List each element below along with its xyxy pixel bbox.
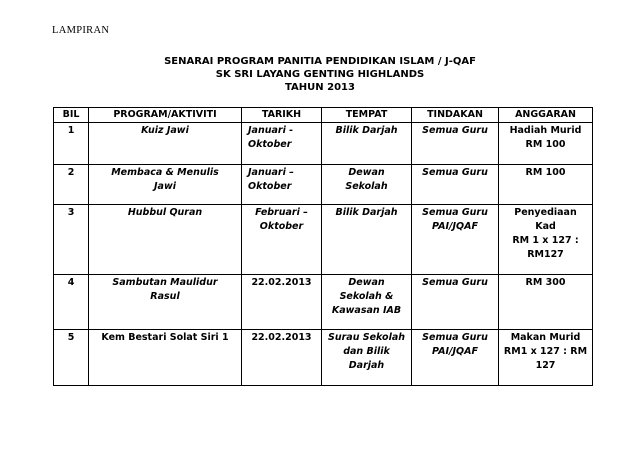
document-title xyxy=(0,55,640,94)
cell-tindakan xyxy=(412,165,499,205)
cell-line: Membaca & Menulis xyxy=(111,167,219,178)
cell-tempat xyxy=(322,205,412,275)
header-program: PROGRAM/AKTIVITI xyxy=(89,108,242,123)
cell-program xyxy=(89,330,242,386)
cell-line: PAI/JQAF xyxy=(432,346,478,357)
cell-line: Semua Guru xyxy=(422,332,488,343)
header-tindakan: TINDAKAN xyxy=(412,108,499,123)
cell-line: Hadiah Murid xyxy=(509,125,582,136)
cell-line: Semua Guru xyxy=(422,167,488,178)
cell-line: Februari – xyxy=(255,207,308,218)
cell-line: dan Bilik xyxy=(343,346,390,357)
cell-line: RM127 xyxy=(527,249,564,260)
cell-line: Hubbul Quran xyxy=(127,207,203,218)
cell-line: Oktober xyxy=(248,139,292,150)
cell-bil: 4 xyxy=(54,275,89,330)
cell-program xyxy=(89,123,242,165)
cell-line: Oktober xyxy=(248,181,292,192)
cell-tindakan xyxy=(412,330,499,386)
cell-line: Darjah xyxy=(348,360,385,371)
table-row xyxy=(54,330,593,386)
title-line-1: SENARAI PROGRAM PANITIA PENDIDIKAN ISLAM / J-QAF xyxy=(164,56,476,67)
cell-line: RM 300 xyxy=(525,277,566,288)
cell-line: Surau Sekolah xyxy=(328,332,405,343)
table-header-row xyxy=(54,108,593,123)
header-tarikh: TARIKH xyxy=(242,108,322,123)
cell-line: RM 100 xyxy=(525,139,566,150)
lampiran-label: LAMPIRAN xyxy=(52,25,110,36)
cell-bil: 2 xyxy=(54,165,89,205)
cell-program xyxy=(89,275,242,330)
cell-line: Januari – xyxy=(248,167,294,178)
cell-tarikh xyxy=(242,330,322,386)
cell-tempat xyxy=(322,275,412,330)
cell-tarikh xyxy=(242,123,322,165)
cell-line: Makan Murid xyxy=(510,332,581,343)
cell-tempat xyxy=(322,165,412,205)
cell-anggaran xyxy=(499,205,593,275)
cell-line: Kem Bestari Solat Siri 1 xyxy=(101,332,229,343)
table-row xyxy=(54,275,593,330)
cell-tindakan xyxy=(412,123,499,165)
cell-anggaran xyxy=(499,165,593,205)
program-table xyxy=(53,107,593,386)
cell-line: 127 xyxy=(535,360,556,371)
cell-line: Sekolah & xyxy=(339,291,394,302)
cell-line: RM 100 xyxy=(525,167,566,178)
cell-line: Bilik Darjah xyxy=(335,207,398,218)
cell-line: Kawasan IAB xyxy=(331,305,402,316)
cell-line: Sambutan Maulidur xyxy=(112,277,218,288)
cell-tindakan xyxy=(412,205,499,275)
title-line-2: SK SRI LAYANG GENTING HIGHLANDS xyxy=(215,69,425,80)
cell-line: Kad xyxy=(535,221,556,232)
cell-line: RM 1 x 127 : xyxy=(512,235,579,246)
cell-anggaran xyxy=(499,123,593,165)
table-row xyxy=(54,165,593,205)
cell-line: Kuiz Jawi xyxy=(141,125,189,136)
cell-line: Bilik Darjah xyxy=(335,125,398,136)
cell-line: PAI/JQAF xyxy=(432,221,478,232)
table-row xyxy=(54,123,593,165)
table-row xyxy=(54,205,593,275)
cell-bil: 5 xyxy=(54,330,89,386)
cell-line: Dewan xyxy=(348,167,385,178)
cell-line: 22.02.2013 xyxy=(251,277,312,288)
cell-tempat xyxy=(322,330,412,386)
cell-line: Sekolah xyxy=(345,181,388,192)
cell-line: Semua Guru xyxy=(422,207,488,218)
cell-tarikh xyxy=(242,165,322,205)
cell-line: 22.02.2013 xyxy=(251,332,312,343)
header-bil: BIL xyxy=(54,108,89,123)
cell-anggaran xyxy=(499,275,593,330)
cell-line: Semua Guru xyxy=(422,125,488,136)
title-line-3: TAHUN 2013 xyxy=(285,82,355,93)
cell-tarikh xyxy=(242,275,322,330)
cell-bil: 1 xyxy=(54,123,89,165)
cell-line: Jawi xyxy=(154,181,176,192)
cell-line: Rasul xyxy=(150,291,180,302)
cell-line: Januari - xyxy=(248,125,294,136)
cell-tindakan xyxy=(412,275,499,330)
header-anggaran: ANGGARAN xyxy=(499,108,593,123)
cell-line: Dewan xyxy=(348,277,385,288)
cell-bil: 3 xyxy=(54,205,89,275)
cell-anggaran xyxy=(499,330,593,386)
cell-program xyxy=(89,205,242,275)
cell-program xyxy=(89,165,242,205)
cell-line: Oktober xyxy=(259,221,304,232)
header-tempat: TEMPAT xyxy=(322,108,412,123)
cell-line: RM1 x 127 : RM xyxy=(503,346,588,357)
cell-line: Semua Guru xyxy=(422,277,488,288)
cell-tempat xyxy=(322,123,412,165)
cell-tarikh xyxy=(242,205,322,275)
cell-line: Penyediaan xyxy=(514,207,577,218)
